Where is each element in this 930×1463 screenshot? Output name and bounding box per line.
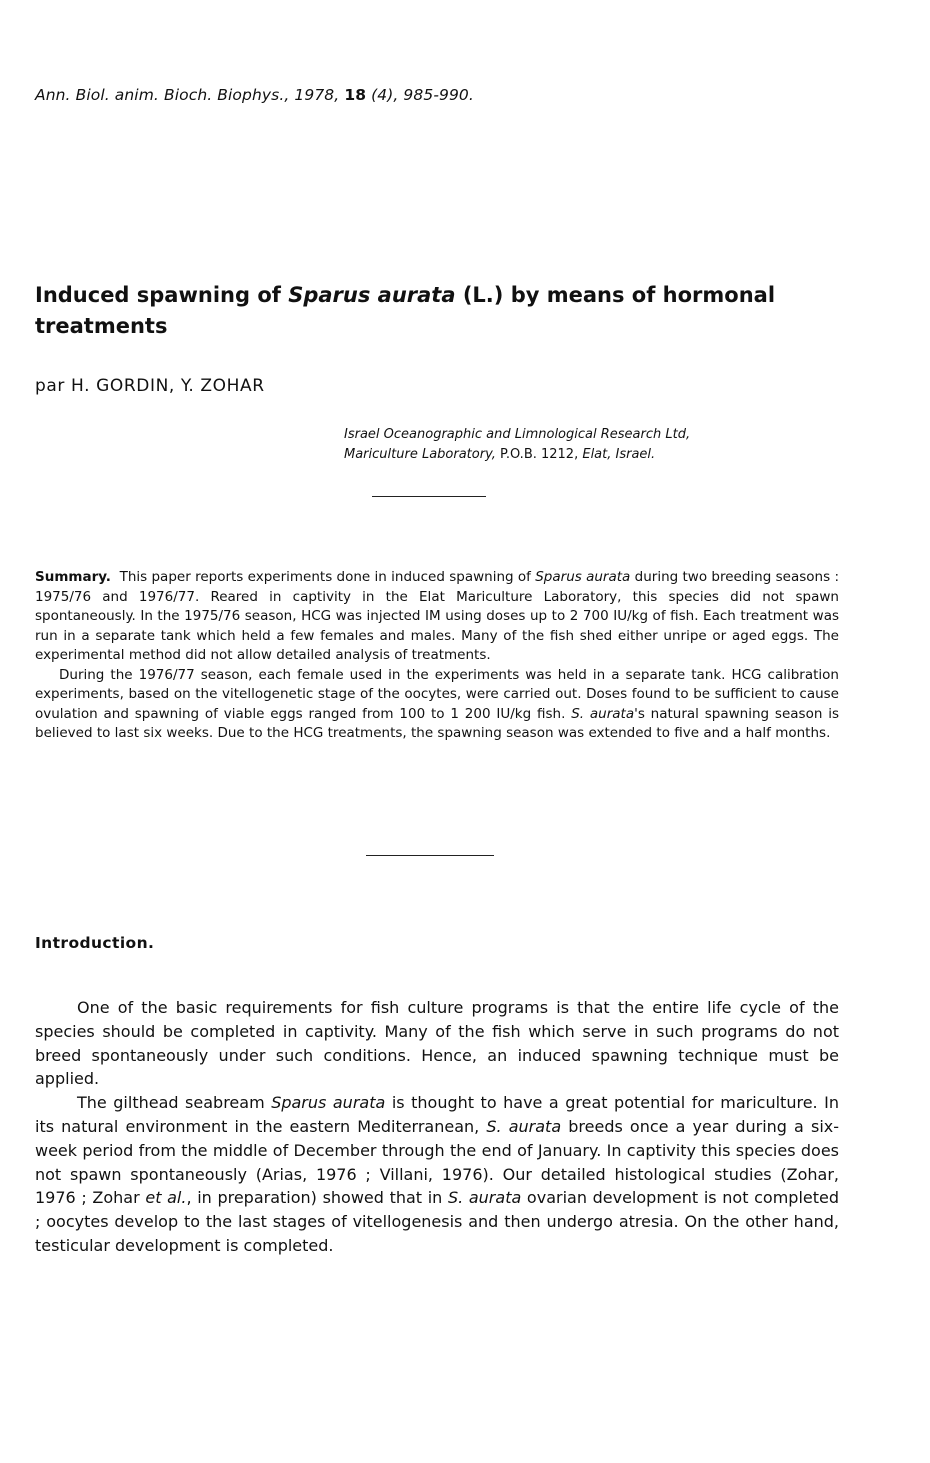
- affiliation-pob: P.O.B. 1212,: [500, 447, 583, 462]
- authors: par H. GORDIN, Y. ZOHAR: [35, 376, 265, 396]
- summary-p1-species: Sparus aurata: [535, 569, 631, 585]
- summary-p1-text-a: This paper reports experiments done in induced spawning of: [119, 569, 536, 585]
- summary-p2-species: S. aurata: [571, 705, 635, 722]
- affiliation-line2: [344, 445, 690, 465]
- separator-rule-top: [372, 496, 486, 497]
- intro-p2-et-al: et al.: [145, 1188, 187, 1208]
- intro-p2-text-d: , in preparation) showed that in: [186, 1188, 448, 1208]
- affiliation-lab: Mariculture Laboratory,: [344, 447, 501, 462]
- affiliation: [344, 425, 690, 465]
- introduction-section: [35, 996, 839, 1258]
- summary-p2-text-a: During the 1976/77 season, each female used in the experiments was held in a separate tank. HCG calibration experiments, based on the vitellogenetic stage of the oocytes, were carried out. Doses found to be sufficient to cause ovulation and spawning of viable eggs ranged from 100 to 1 200 IU/kg fish.: [35, 666, 839, 722]
- separator-rule-bottom: [366, 855, 494, 856]
- summary-label: Summary.: [35, 569, 111, 585]
- journal-reference: [35, 86, 474, 104]
- intro-p2-text-a: The gilthead seabream: [77, 1093, 272, 1113]
- affiliation-line1: Israel Oceanographic and Limnological Research Ltd,: [344, 427, 691, 442]
- summary-p2-text-b: 's natural spawning season is believed to last six weeks. Due to the HCG treatments, the spawning season was extended to five and a half months.: [35, 705, 839, 741]
- title-part1: Induced spawning of: [35, 283, 289, 307]
- intro-p2-text-e: ovarian development is not completed ; oocytes develop to the last stages of vitellogenesis and then undergo atresia. On the other hand, testicular development is completed.: [35, 1188, 840, 1255]
- affiliation-city: Elat, Israel.: [582, 447, 656, 462]
- journal-ref-prefix: Ann. Biol. anim. Bioch. Biophys., 1978,: [35, 86, 345, 104]
- intro-p2-text-c: breeds once a year during a six-week period from the middle of December through the end of January. In captivity this species does not spawn spontaneously (Arias, 1976 ; Villani, 1976). Our detailed histological studies (Zohar, 1976 ; Zohar: [35, 1116, 840, 1208]
- intro-p2-text-b: is thought to have a great potential for mariculture. In its natural environment in the eastern Mediterranean,: [35, 1093, 839, 1136]
- paper-title: [35, 280, 885, 342]
- summary-paragraph-1: [35, 568, 839, 666]
- summary-paragraph-2: [35, 666, 839, 744]
- introduction-heading: Introduction.: [35, 934, 155, 952]
- title-species: Sparus aurata: [288, 283, 456, 307]
- intro-p2-species-1: Sparus aurata: [271, 1093, 386, 1113]
- intro-p2-species-3: S. aurata: [447, 1188, 522, 1208]
- journal-volume: 18: [344, 86, 367, 104]
- journal-ref-suffix: (4), 985-990.: [366, 86, 474, 104]
- introduction-paragraph-1: One of the basic requirements for fish culture programs is that the entire life cycle of the species should be completed in captivity. Many of the fish which serve in such programs do not breed spontaneously under such conditions. Hence, an induced spawning technique must be applied.: [35, 998, 839, 1089]
- summary-section: [35, 568, 839, 744]
- title-part2: (L.) by means of hormonal treatments: [35, 283, 776, 338]
- summary-p1-text-b: during two breeding seasons : 1975/76 and 1976/77. Reared in captivity in the Elat Mariculture Laboratory, this species did not spawn spontaneously. In the 1975/76 season, HCG was injected IM using doses up to 2 700 IU/kg of fish. Each treatment was run in a separate tank which held a few females and males. Many of the fish shed either unripe or aged eggs. The experimental method did not allow detailed analysis of treatments.: [35, 569, 839, 663]
- introduction-paragraph-2: [35, 1091, 839, 1258]
- intro-p2-species-2: S. aurata: [486, 1116, 562, 1136]
